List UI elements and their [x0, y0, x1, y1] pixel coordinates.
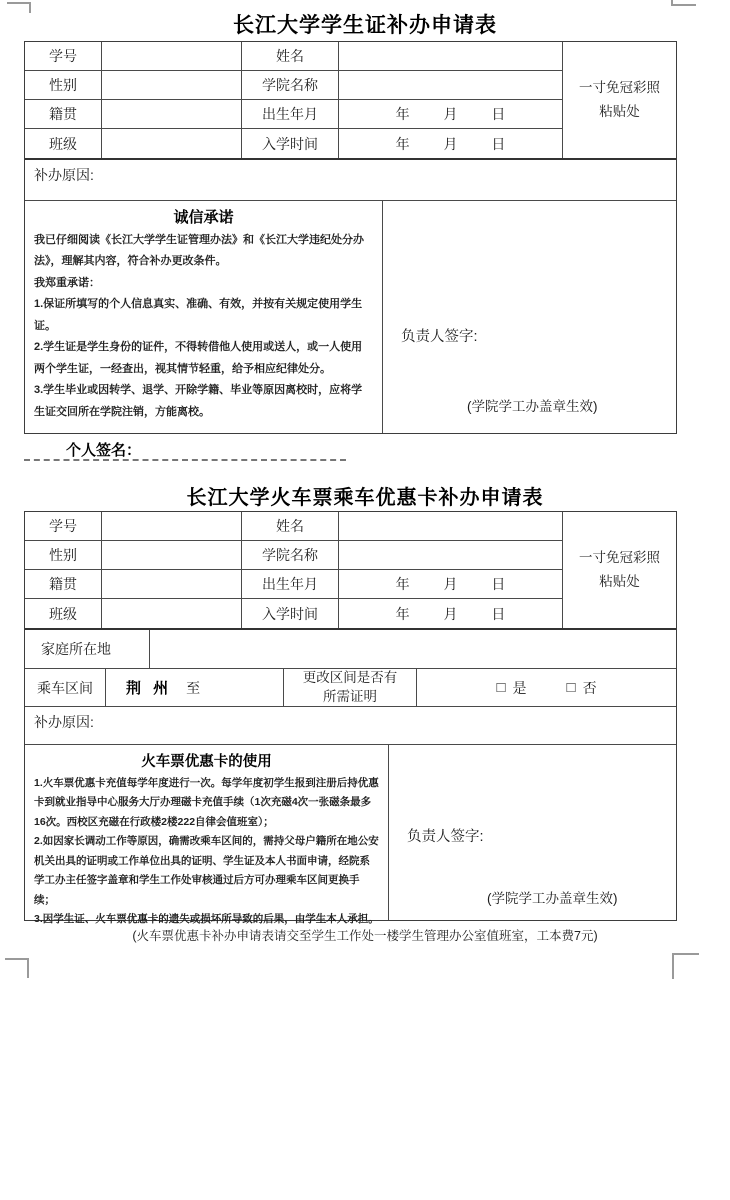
corner-mark-bottom-right: [672, 953, 699, 979]
name-input[interactable]: [339, 42, 563, 71]
footer-note: (火车票优惠卡补办申请表请交至学生工作处一楼学生管理办公室值班室，工本费7元): [132, 929, 598, 943]
checkbox-no-label: 否: [582, 679, 597, 696]
approval-cell: [389, 745, 676, 920]
class-input[interactable]: [102, 129, 242, 158]
enroll-date-input[interactable]: 年 月 日: [339, 129, 563, 158]
name-input[interactable]: [339, 512, 563, 541]
native-place-label: 籍贯: [25, 570, 102, 599]
student-id-label: 学号: [25, 42, 102, 71]
home-location-label: 家庭所在地: [25, 630, 150, 668]
native-place-label: 籍贯: [25, 100, 102, 129]
manager-signature-label: 负责人签字:: [401, 329, 478, 345]
manager-signature-label: 负责人签字:: [407, 829, 484, 845]
corner-mark-top-right: [671, 0, 696, 6]
stamp-note: (学院学工办盖章生效): [487, 891, 618, 906]
usage-paragraph: 3.因学生证、火车票优惠卡的遗失或损坏所导致的后果，由学生本人承担。: [34, 912, 379, 925]
student-id-input[interactable]: [102, 42, 242, 71]
ride-to-label: 至: [186, 679, 201, 696]
class-label: 班级: [25, 129, 102, 158]
stamp-note: (学院学工办盖章生效): [467, 399, 598, 414]
pledge-section: [25, 200, 676, 459]
pledge-paragraph: 1.保证所填写的个人信息真实、准确、有效，并按有关规定使用学生证。: [34, 298, 363, 332]
usage-section: [25, 744, 676, 925]
student-id-label: 学号: [25, 512, 102, 541]
college-label: 学院名称: [242, 541, 339, 570]
photo-note-line1: 一寸免冠彩照: [579, 80, 660, 96]
pledge-paragraph: 我已仔细阅读《长江大学学生证管理办法》和《长江大学违纪处分办法》，理解其内容，符合补办更改条件。: [34, 234, 364, 268]
pledge-text-cell: [25, 201, 383, 459]
name-label: 姓名: [242, 42, 339, 71]
reason-input-area[interactable]: [25, 706, 676, 744]
form1-table: [24, 41, 677, 459]
personal-signature-label: 个人签名：: [66, 441, 142, 459]
change-cert-label: 更改区间是否有 所需证明: [284, 669, 417, 706]
dashed-separator: [24, 459, 346, 461]
native-place-input[interactable]: [102, 100, 242, 129]
ride-from-value: 荆 州: [126, 680, 173, 697]
checkbox-icon: □: [566, 679, 576, 696]
name-label: 姓名: [242, 512, 339, 541]
photo-paste-area[interactable]: [563, 512, 676, 628]
college-input[interactable]: [339, 541, 563, 570]
change-cert-choice: [417, 669, 676, 706]
gender-label: 性别: [25, 71, 102, 100]
form1-info-grid: [25, 42, 676, 158]
pledge-paragraph: 3.学生毕业或因转学、退学、开除学籍、毕业等原因离校时，应将学生证交回所在学院注销，方能离校。: [34, 384, 363, 418]
home-location-row: [25, 628, 676, 668]
gender-input[interactable]: [102, 541, 242, 570]
photo-note-line2: 粘贴处: [599, 104, 640, 119]
gender-input[interactable]: [102, 71, 242, 100]
checkbox-icon: □: [496, 679, 506, 696]
birth-date-label: 出生年月: [242, 100, 339, 129]
photo-paste-area[interactable]: [563, 42, 676, 158]
ride-interval-row: [25, 668, 676, 706]
gender-label: 性别: [25, 541, 102, 570]
form2-info-grid: [25, 512, 676, 628]
photo-note-line2: 粘贴处: [599, 574, 640, 589]
birth-date-input[interactable]: 年 月 日: [339, 100, 563, 129]
college-label: 学院名称: [242, 71, 339, 100]
ride-interval-input[interactable]: [106, 669, 284, 706]
reason-label: 补办原因:: [34, 714, 94, 730]
student-id-input[interactable]: [102, 512, 242, 541]
class-label: 班级: [25, 599, 102, 628]
form1-title: 长江大学学生证补办申请表: [233, 14, 497, 37]
form2-table: [24, 511, 677, 925]
corner-mark-bottom-left: [5, 958, 29, 978]
checkbox-yes[interactable]: [496, 678, 526, 698]
native-place-input[interactable]: [102, 570, 242, 599]
birth-date-label: 出生年月: [242, 570, 339, 599]
reason-label: 补办原因:: [34, 167, 94, 183]
pledge-paragraph: 2.学生证是学生身份的证件，不得转借他人使用或送人，或一人使用两个学生证，一经查出，视其情节轻重，给予相应纪律处分。: [34, 341, 363, 375]
approval-cell: [383, 201, 676, 433]
usage-paragraph: 2.如因家长调动工作等原因，确需改乘车区间的，需持父母户籍所在地公安机关出具的证明或工作单位出具的证明、学生证及本人书面申请，经院系学工办主任签字盖章和学生工作处审核通过后方可办理乘车区间更换手续；: [34, 835, 379, 906]
checkbox-no[interactable]: [567, 678, 597, 698]
enroll-date-label: 入学时间: [242, 599, 339, 628]
class-input[interactable]: [102, 599, 242, 628]
ride-interval-label: 乘车区间: [25, 669, 106, 706]
checkbox-yes-label: 是: [512, 679, 527, 696]
pledge-paragraph: 我郑重承诺：: [34, 276, 100, 289]
enroll-date-label: 入学时间: [242, 129, 339, 158]
usage-text-cell: [25, 745, 389, 925]
home-location-input[interactable]: [150, 630, 676, 668]
birth-date-input[interactable]: 年 月 日: [339, 570, 563, 599]
pledge-title: 诚信承诺: [173, 209, 234, 226]
usage-title: 火车票优惠卡的使用: [141, 754, 272, 770]
college-input[interactable]: [339, 71, 563, 100]
reason-input-area[interactable]: [25, 158, 676, 200]
photo-note-line1: 一寸免冠彩照: [579, 550, 660, 566]
enroll-date-input[interactable]: 年 月 日: [339, 599, 563, 628]
form2-title: 长江大学火车票乘车优惠卡补办申请表: [186, 487, 544, 509]
usage-paragraph: 1.火车票优惠卡充值每学年度进行一次。每学年度初学生报到注册后持优惠卡到就业指导中心服务大厅办理磁卡充值手续（1次充磁4次一张磁条最多16次。西校区充磁在行政楼2楼222自律会值班室）；: [34, 777, 379, 828]
